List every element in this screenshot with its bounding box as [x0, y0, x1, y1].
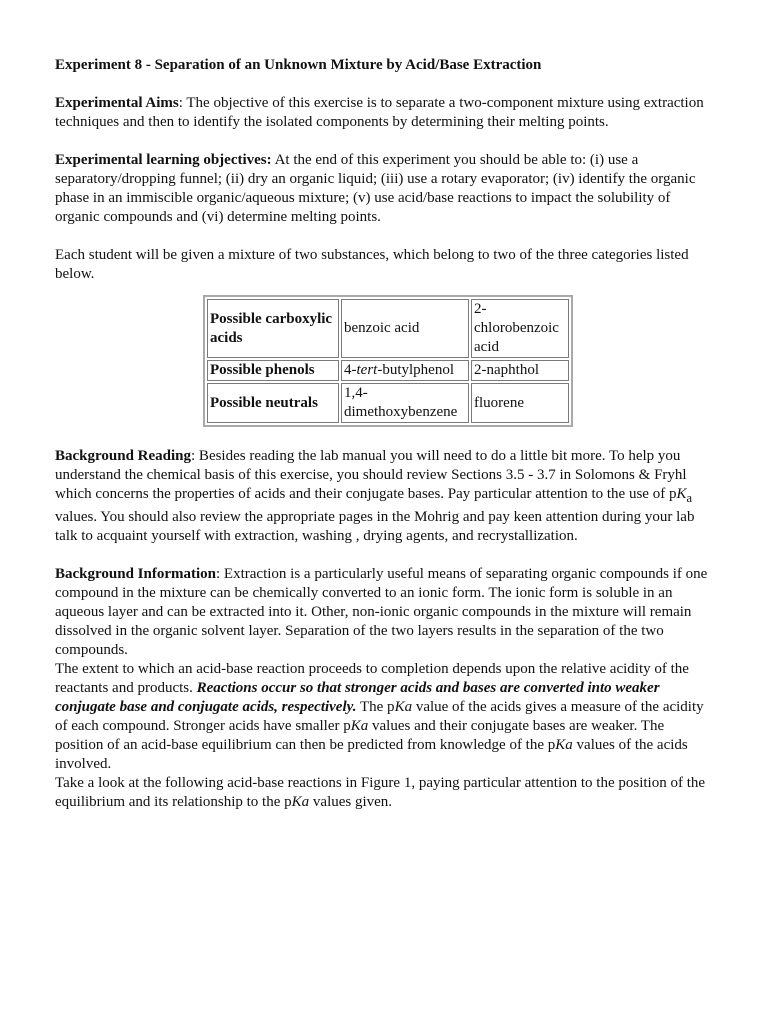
table-cell: 2-naphthol	[471, 360, 569, 381]
categories-table	[203, 295, 573, 427]
equilibrium-paragraph: The extent to which an acid-base reaction proceeds to completion depends upon the relative acidity of the reactants and products. Reactions occur so that stronger acids and bases are converted into weaker conjugate base and conjugate acids, respectively. The pKa value of the acids gives a measure of the acidity of each compound. Stronger acids have smaller pKa values and their conjugate bases are weaker. The position of an acid-base equilibrium can then be predicted from knowledge of the pKa values of the acids involved.	[55, 661, 704, 772]
row-header: Possible neutrals	[207, 383, 339, 423]
table-cell: 4-tert-butylphenol	[341, 360, 469, 381]
table-cell: fluorene	[471, 383, 569, 423]
reading-paragraph: Background Reading: Besides reading the lab manual you will need to do a little bit more. To help you understand the chemical basis of this exercise, you should review Sections 3.5 - 3.7 in Solomons & Fryhl which concerns the properties of acids and their conjugate bases. Pay particular attention to the use of $pK_a$ values. You should also review the appropriate pages in the Mohrig and pay keen attention during your lab talk to acquaint yourself with extraction, washing , drying agents, and recrystallization.	[55, 448, 695, 544]
row-header: Possible carboxylic acids	[207, 299, 339, 358]
row-header: Possible phenols	[207, 360, 339, 381]
table-cell: 1,4-dimethoxybenzene	[341, 383, 469, 423]
info-label: Background Information	[55, 566, 217, 582]
intro-paragraph: Each student will be given a mixture of two substances, which belong to two of the three categories listed below.	[55, 247, 689, 282]
table-row	[207, 299, 569, 358]
objectives-label: Experimental learning objectives:	[55, 152, 272, 168]
table-row	[207, 383, 569, 423]
document-body	[55, 56, 715, 812]
objectives-paragraph: Experimental learning objectives: At the end of this experiment you should be able to: (i) use a separatory/dropping funnel; (ii) dry an organic liquid; (iii) use a rotary evaporator; (iv) identify the organic phase in an immiscible organic/aqueous mixture; (v) use acid/base reactions to impact the solubility of organic compounds and (vi) determine melting points.	[55, 152, 696, 225]
table-cell: 2-chlorobenzoic acid	[471, 299, 569, 358]
figure-reference-paragraph: Take a look at the following acid-base reactions in Figure 1, paying particular attention to the position of the equilibrium and its relationship to the pKa values given.	[55, 775, 706, 810]
info-paragraph: Background Information: Extraction is a particularly useful means of separating organic compounds if one compound in the mixture can be chemically converted to an ionic form. The ionic form is soluble in an aqueous layer and can be extracted into it. Other, non-ionic organic compounds in the mixture will remain dissolved in the organic solvent layer. Separation of the two layers results in the separation of the two compounds.	[55, 566, 708, 658]
aims-label: Experimental Aims	[55, 95, 179, 111]
table-cell: benzoic acid	[341, 299, 469, 358]
page-title: Experiment 8 - Separation of an Unknown Mixture by Acid/Base Extraction	[55, 57, 542, 73]
reading-label: Background Reading	[55, 448, 192, 464]
aims-paragraph: Experimental Aims: The objective of this exercise is to separate a two-component mixture using extraction techniques and then to identify the isolated components by determining their melting points.	[55, 95, 704, 130]
table-row	[207, 360, 569, 381]
